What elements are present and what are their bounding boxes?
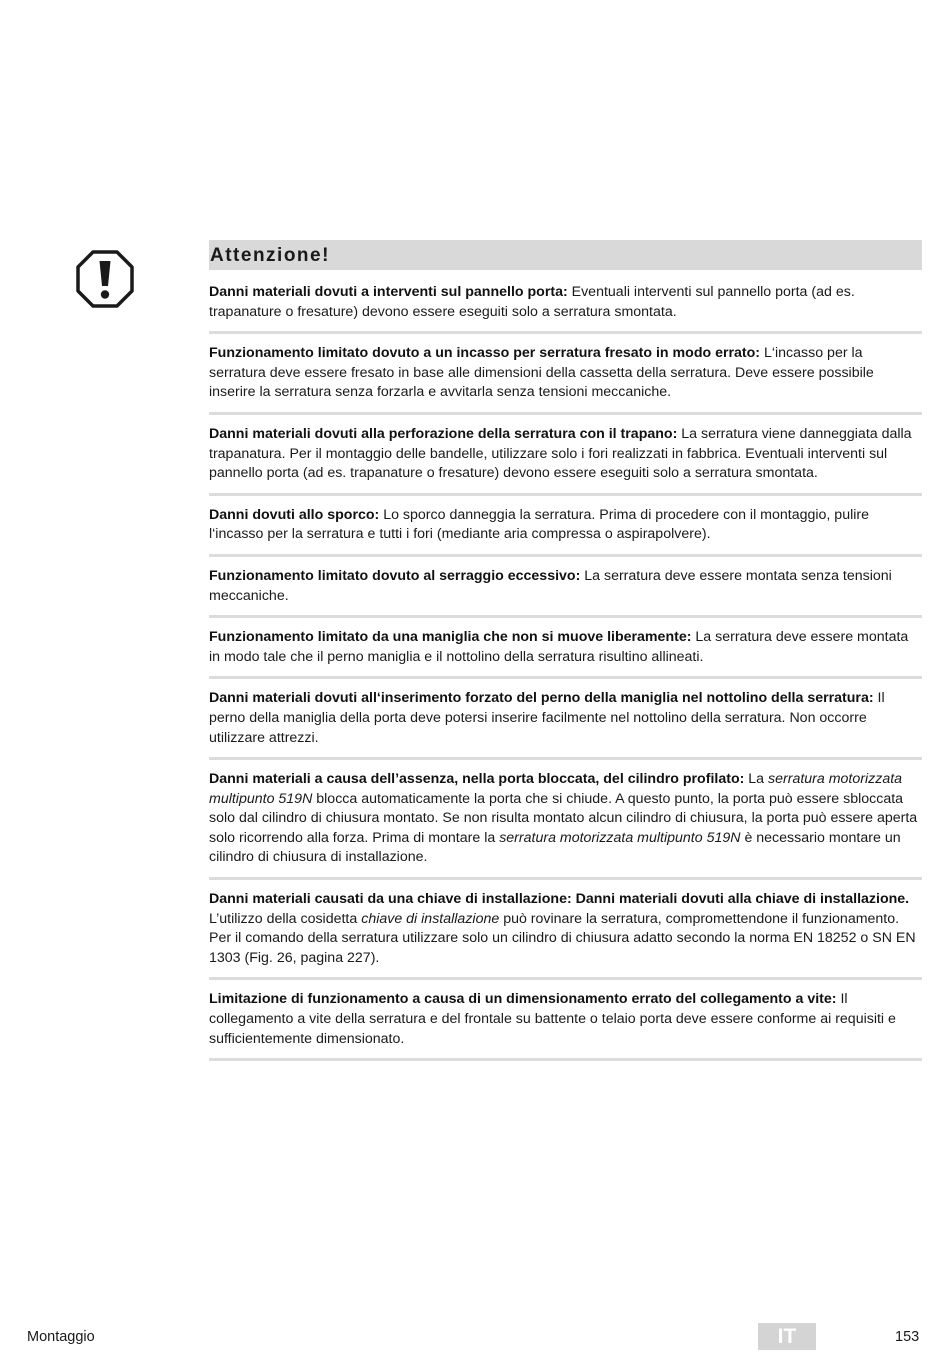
warning-title: Danni dovuti allo sporco:: [209, 506, 380, 523]
warning-heading: Attenzione!: [209, 240, 922, 270]
warning-block: [209, 240, 922, 1071]
warning-item: [209, 506, 922, 557]
warning-list: [209, 283, 922, 1061]
warning-text: è necessario montare un cilindro di chiusura di installazione.: [209, 829, 901, 866]
warning-item: [209, 425, 922, 496]
warning-text: blocca automaticamente la porta che si chiude. A questo punto, la porta può essere sbloccata solo dal cilindro di chiusura montato. Se non risulta montato alcun cilindro di chiusura, la porta può essere aperta solo ricorrendo alla forza. Prima di montare la: [209, 790, 918, 846]
warning-text: La serratura viene danneggiata dalla trapanatura. Per il montaggio delle bandelle, utilizzare solo i fori realizzati in fabbrica. Eventuali interventi sul pannello porta (ad es. trapanature o fresature) devono essere eseguiti solo a serratura smontata.: [209, 425, 912, 482]
page-number: 153: [895, 1329, 920, 1345]
warning-text: può rovinare la serratura, compromettendone il funzionamento. Per il comando della serratura utilizzare solo un cilindro di chiusura adatto secondo la norma EN 18252 o SN EN 1303 (Fig. 26, pagina 227).: [209, 910, 916, 966]
footer-section: Montaggio: [27, 1329, 95, 1345]
warning-text: Il perno della maniglia della porta deve potersi inserire facilmente nel nottolino della serratura. Non occorre utilizzare attrezzi.: [209, 690, 885, 746]
warning-text: Lo sporco danneggia la serratura. Prima di procedere con il montaggio, pulire l‘incasso per la serratura e tutti i fori (mediante aria compressa o aspirapolvere).: [209, 506, 870, 543]
warning-text: La serratura deve essere montata senza tensioni meccaniche.: [209, 567, 892, 604]
warning-item: [209, 770, 922, 880]
exclamation-octagon-icon: [76, 250, 134, 308]
warning-item: [209, 890, 922, 980]
warning-item: [209, 689, 922, 760]
warning-text: L’utilizzo della cosidetta: [209, 910, 362, 927]
warning-item: [209, 283, 922, 334]
warning-item: [209, 344, 922, 415]
warning-title: Danni materiali a causa dell’assenza, nella porta bloccata, del cilindro profilato:: [209, 771, 745, 788]
warning-title: Danni materiali dovuti a interventi sul pannello porta:: [209, 284, 568, 300]
warning-text: serratura motorizzata multipunto 519N: [499, 829, 741, 846]
warning-title: Funzionamento limitato dovuto a un incasso per serratura fresato in modo errato:: [209, 345, 761, 362]
warning-text: La: [744, 771, 769, 788]
warning-text: La serratura deve essere montata in modo tale che il perno maniglia e il nottolino della serratura risultino allineati.: [209, 629, 909, 665]
warning-title: Danni materiali causati da una chiave di installazione: Danni materiali dovuti alla chiave di installazione.: [209, 891, 910, 908]
warning-text: L‘incasso per la serratura deve essere fresato in base alle dimensioni della cassetta della serratura. Deve essere possibile inserire la serratura senza forzarla e avvitarla senza tensioni meccaniche.: [209, 345, 874, 401]
warning-text: chiave di installazione: [361, 910, 500, 927]
warning-title: Funzionamento limitato da una maniglia che non si muove liberamente:: [209, 629, 692, 646]
warning-title: Danni materiali dovuti all‘inserimento forzato del perno della maniglia nel nottolino della serratura:: [209, 690, 874, 707]
language-badge: IT: [758, 1323, 816, 1350]
warning-title: Funzionamento limitato dovuto al serraggio eccessivo:: [209, 567, 581, 584]
warning-item: [209, 628, 922, 679]
warning-item: [209, 567, 922, 618]
warning-text: serratura motorizzata multipunto 519N: [209, 771, 903, 807]
warning-item: [209, 990, 922, 1061]
warning-text: Eventuali interventi sul pannello porta (ad es. trapanature o fresature) devono essere eseguiti solo a serratura smontata.: [209, 284, 855, 320]
warning-title: Limitazione di funzionamento a causa di un dimensionamento errato del collegamento a vite:: [209, 991, 837, 1008]
warning-title: Danni materiali dovuti alla perforazione della serratura con il trapano:: [209, 425, 678, 442]
warning-text: Il collegamento a vite della serratura e del frontale su battente o telaio porta deve essere conforme ai requisiti e sufficientemente dimensionato.: [209, 991, 896, 1047]
